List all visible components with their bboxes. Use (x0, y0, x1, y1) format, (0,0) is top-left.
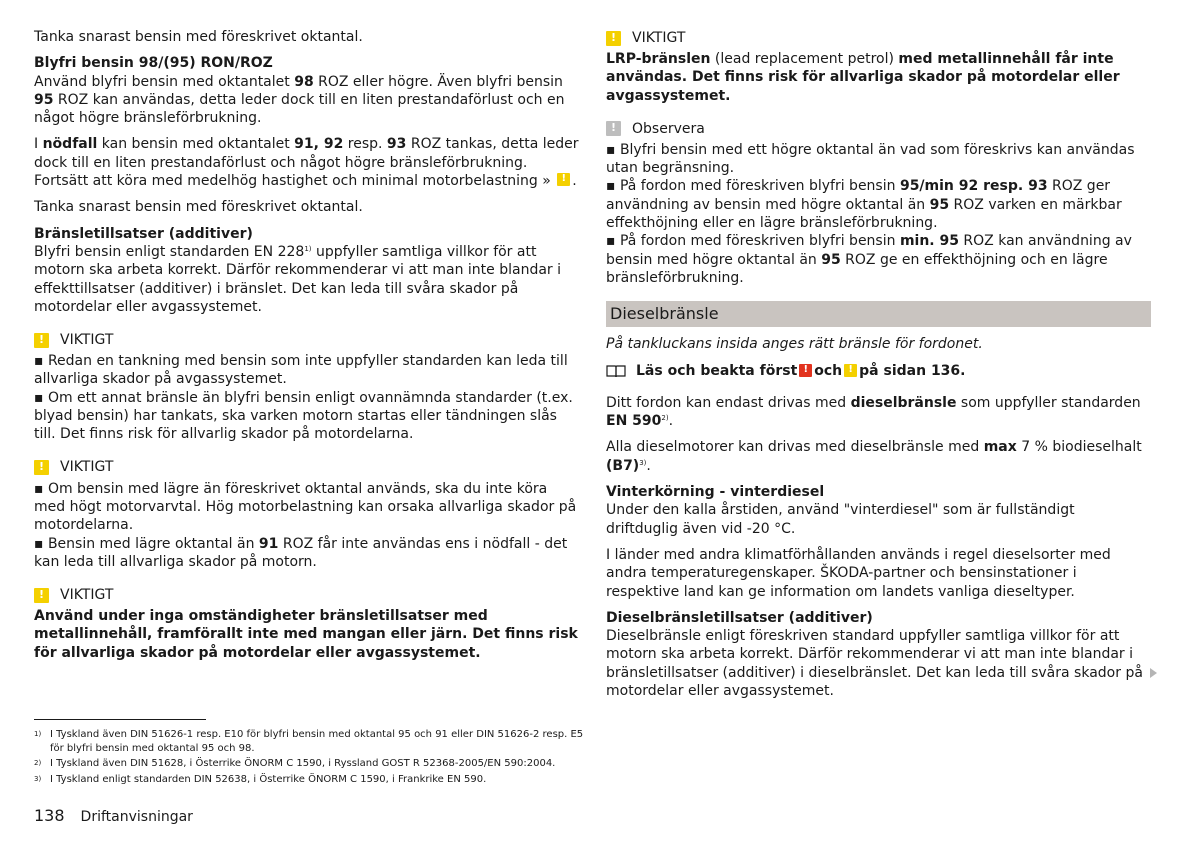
continue-arrow-icon (1150, 668, 1157, 678)
warning-icon: ! (34, 333, 49, 348)
warning-icon: ! (606, 31, 621, 46)
section-header (606, 301, 1151, 327)
warning-item: ▪ Redan en tankning med bensin som inte uppfyller standarden kan leda till allvarliga skador på avgassystemet. (34, 353, 568, 388)
warning-title: VIKTIGT (60, 586, 114, 603)
footnote-ref[interactable]: 3) (639, 458, 647, 467)
paragraph: Tanka snarast bensin med föreskrivet oktantal. (34, 29, 363, 45)
additiver-paragraph: Dieselbränsletillsatser (additiver) Dieselbränsle enligt föreskriven standard uppfyller samtliga villkor för att motorn ska arbeta korrekt. Därför rekommenderar vi att man inte blandar i bränsletillsatser (additiver) i dieselbränslet. Det kan leda till svåra skador på motordelar eller avgassystemet. (606, 609, 1151, 700)
warning-item: ▪ Bensin med lägre oktantal än 91 ROZ får inte användas ens i nödfall - det kan leda till allvarliga skador på motorn. (34, 535, 568, 570)
paragraph: Ditt fordon kan endast drivas med dieselbränsle som uppfyller standarden EN 590$^{2)}$. (606, 394, 1141, 430)
note-title: Observera (632, 120, 705, 137)
nodfall-paragraph: I nödfall kan bensin med oktantalet 91, 92 resp. 93 ROZ tankas, detta leder dock till en liten prestandaförlust och något högre bränsleförbrukning. Fortsätt att köra med medelhög hastighet och minimal motorbelastning » ! . (34, 136, 579, 190)
subheading: Bränsletillsatser (additiver) (34, 225, 253, 242)
footnote-ref[interactable]: 2) (661, 414, 669, 423)
subheading: Blyfri bensin 98/(95) RON/ROZ (34, 55, 273, 72)
warning-body: LRP-bränslen (lead replacement petrol) med metallinnehåll får inte användas. Det finns risk för allvarliga skador på motordelar eller avgassystemet. (606, 51, 1120, 104)
note-item: ▪ På fordon med föreskriven blyfri bensin 95/min 92 resp. 93 ROZ ger användning av bensin med högre oktantal än 95 ROZ varken en märkbar effekthöjning eller en lägre bränsleförbrukning. (606, 178, 1122, 232)
additiver-paragraph: Bränsletillsatser (additiver) Blyfri bensin enligt standarden EN 228$^{1)}$ uppfyller samtliga villkor för att motorn ska arbeta korrekt. Därför rekommenderar vi att man inte blandar i effekttillsatser (additiver) i bränslet. Det kan leda till svåra skador på motordelar eller avgassystemet. (34, 225, 579, 316)
paragraph: I länder med andra klimatförhållanden används i regel dieselsorter med andra temperaturegenskaper. ŠKODA-partner och bensinstationer i respektive land kan ge information om landets vanliga dieseltyper. (606, 546, 1111, 600)
warning-icon[interactable]: ! (557, 173, 570, 186)
blyfri-paragraph: Blyfri bensin 98/(95) RON/ROZ Använd blyfri bensin med oktantalet 98 ROZ eller högre. Även blyfri bensin 95 ROZ kan användas, detta leder dock till en liten prestandaförlust och en något högre bränsleförbrukning. (34, 54, 579, 127)
vinter-paragraph: Vinterkörning - vinterdiesel Under den kalla årstiden, använd "vinterdiesel" som är fullständigt driftduglig även vid -20 °C. (606, 483, 1151, 538)
intro-text: På tankluckans insida anges rätt bränsle för fordonet. (606, 336, 983, 353)
subheading: Vinterkörning - vinterdiesel (606, 484, 825, 501)
footer-section: Driftanvisningar (80, 809, 193, 825)
note-item: ▪ Blyfri bensin med ett högre oktantal än vad som föreskrivs kan användas utan begränsning. (606, 141, 1135, 177)
warning-item: ▪ Om ett annat bränsle än blyfri bensin enligt ovannämnda standarder (t.ex. blyad bensin) har tankats, ska varken motorn startas eller tändningen slås till. Det finns risk för allvarlig skador på motordelarna. (34, 389, 573, 443)
right-column (606, 28, 1151, 708)
footnote: 1) I Tyskland även DIN 51626-1 resp. E10 för blyfri bensin med oktantal 95 och 91 eller DIN 51626-2 resp. E5 för blyfri bensin med oktantal 95 och 98. (34, 729, 584, 754)
warning-title: VIKTIGT (60, 459, 114, 476)
warning-title: VIKTIGT (60, 332, 114, 348)
warning-icon: ! (34, 460, 49, 475)
section-title: Dieselbränsle (610, 304, 719, 324)
warning-box (34, 585, 579, 662)
warning-box (606, 28, 1151, 105)
warning-box (34, 330, 579, 443)
page-number: 138 (34, 806, 65, 825)
info-icon: ! (606, 121, 621, 136)
subheading: Dieselbränsletillsatser (additiver) (606, 609, 873, 626)
warning-icon[interactable]: ! (844, 364, 857, 377)
warning-body: Använd under inga omständigheter bränsletillsatser med metallinnehåll, framförallt inte med mangan eller järn. Det finns risk för allvarliga skador på motordelar eller avgassystemet. (34, 608, 578, 661)
note-item: ▪ På fordon med föreskriven blyfri bensin min. 95 ROZ kan användning av bensin med högre oktantal än 95 ROZ ge en effekthöjning och en lägre bränsleförbrukning. (606, 233, 1132, 286)
danger-icon[interactable]: ! (799, 364, 812, 377)
footnotes (34, 728, 594, 788)
footnote: 3) I Tyskland enligt standarden DIN 52638, i Österrike ÖNORM C 1590, i Frankrike EN 590. (34, 773, 487, 785)
read-first-reference[interactable]: Läs och beakta först ! och ! på sidan 136. (606, 362, 1151, 380)
paragraph: Alla dieselmotorer kan drivas med dieselbränsle med max 7 % biodieselhalt $(B7)^{3)}$. (606, 439, 1142, 474)
paragraph: Tanka snarast bensin med föreskrivet oktantal. (34, 199, 363, 216)
warning-icon: ! (34, 588, 49, 603)
warning-box (34, 458, 579, 571)
note-box (606, 119, 1151, 287)
page-footer (34, 806, 193, 825)
warning-title: VIKTIGT (632, 29, 686, 46)
warning-item: ▪ Om bensin med lägre än föreskrivet oktantal används, ska du inte köra med högt motorvarvtal. Hög motorbelastning kan orsaka allvarliga skador på motordelarna. (34, 480, 577, 534)
footnote: 2) I Tyskland även DIN 51628, i Österrike ÖNORM C 1590, i Ryssland GOST R 52368-2005/EN 590:2004. (34, 758, 556, 769)
footnote-ref[interactable]: 1) (304, 244, 312, 253)
footnote-divider (34, 719, 206, 720)
book-icon (606, 364, 626, 378)
left-column (34, 28, 579, 672)
